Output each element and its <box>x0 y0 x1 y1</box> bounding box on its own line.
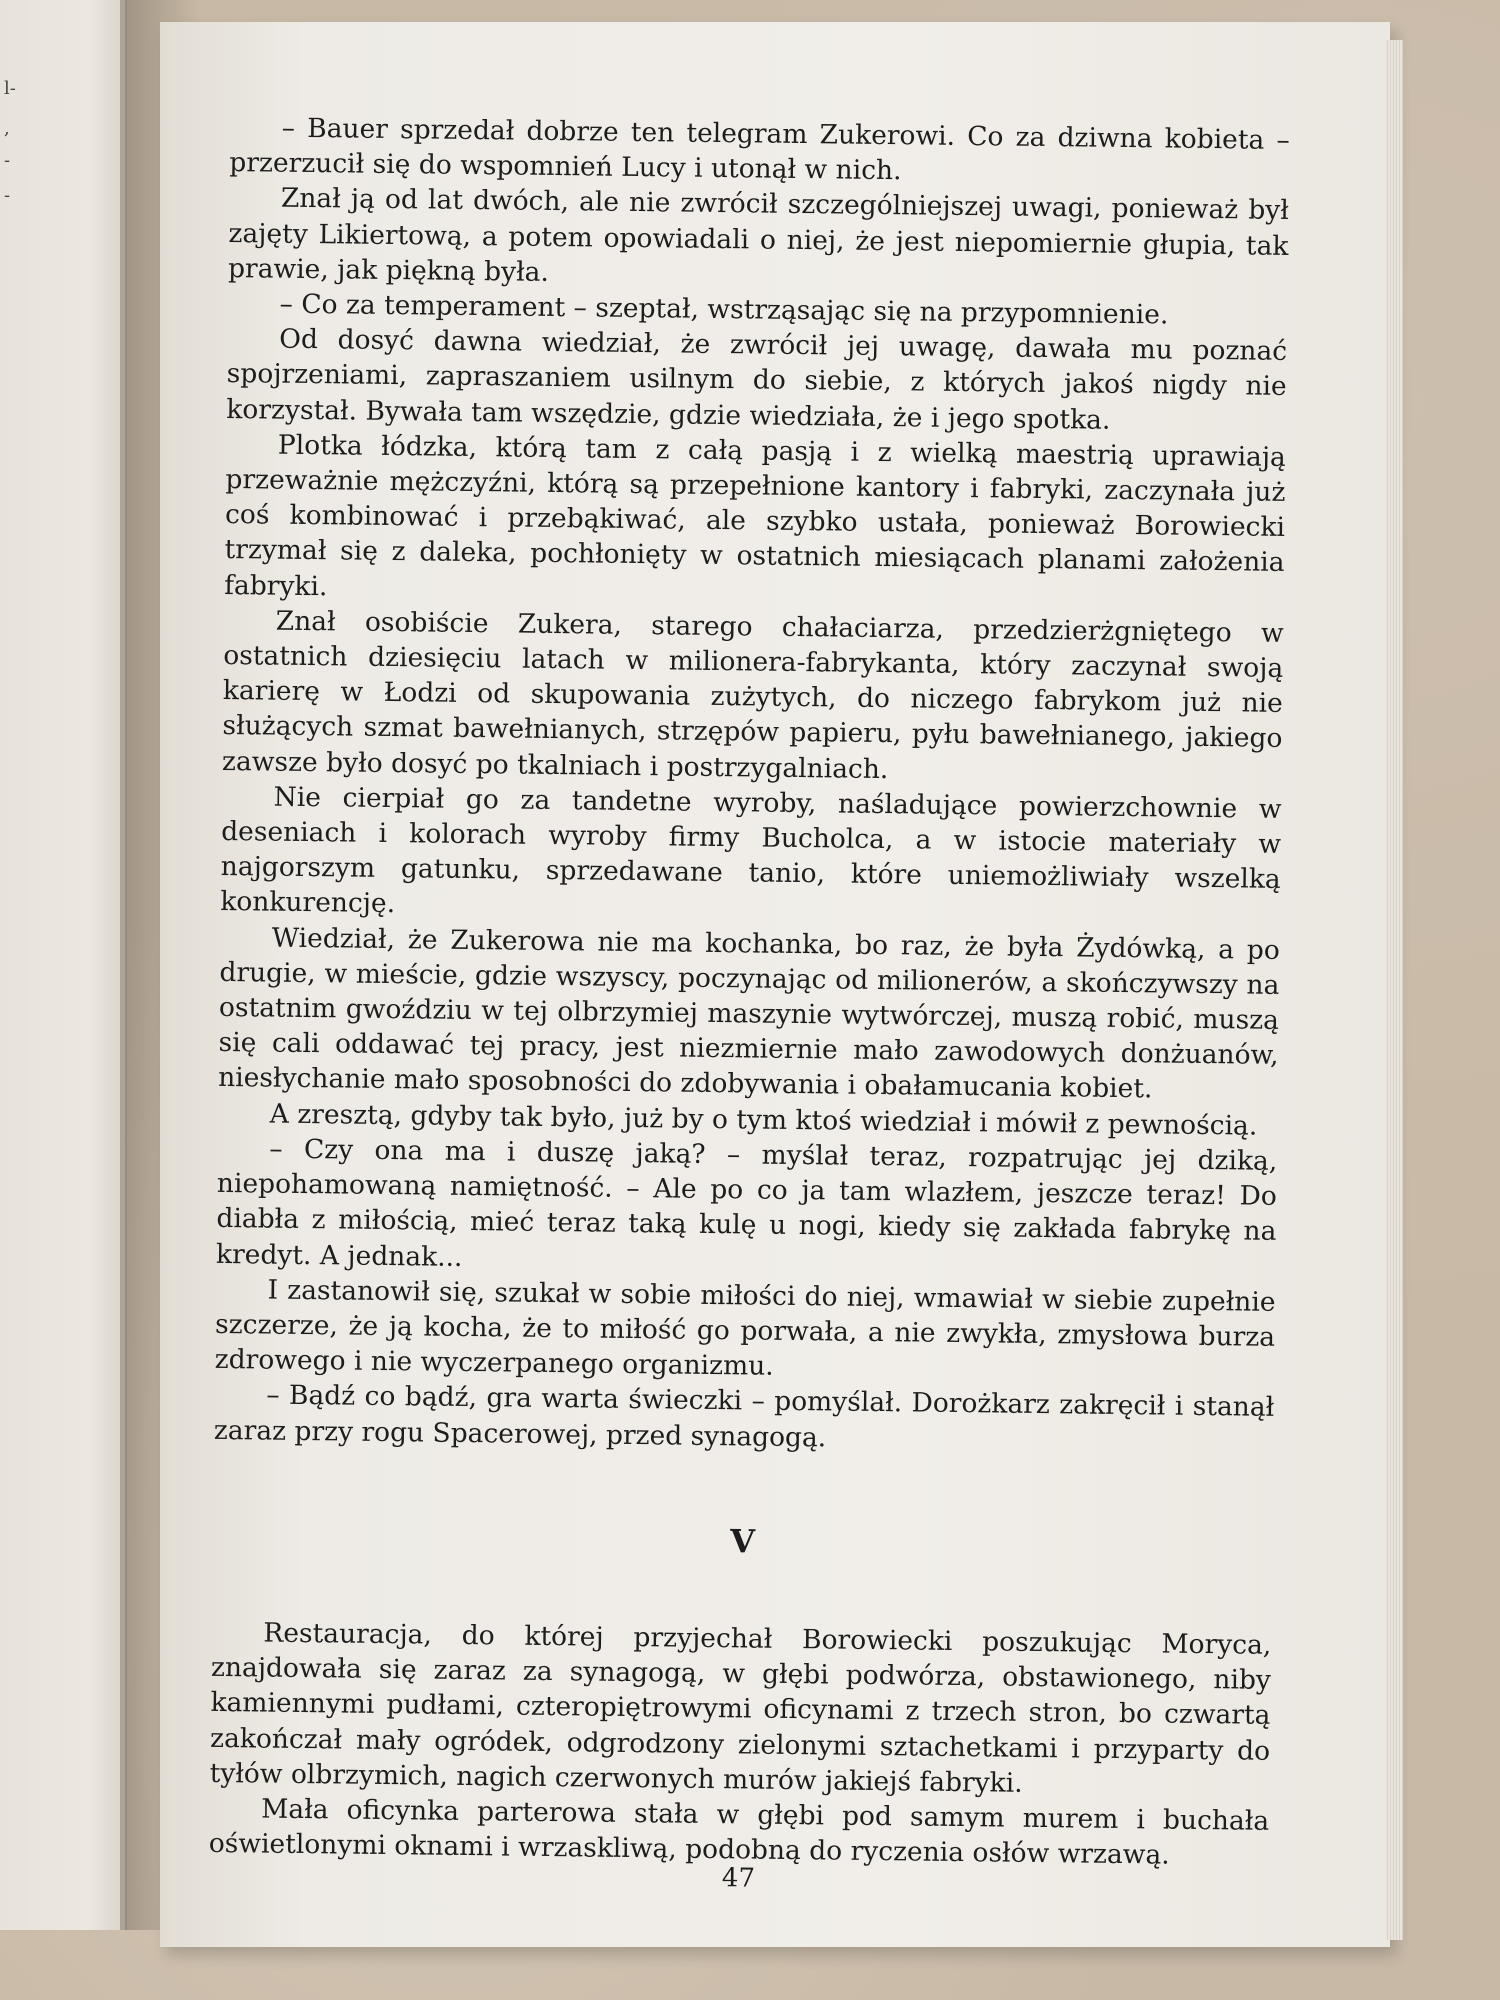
paragraph: Nie cierpiał go za tandetne wyroby, naśladujące powierzchownie w deseniach i kolorach wyroby firmy Bucholca, a w istocie materiały w najgorszym gatunku, sprzedawane tanio, które uniemożliwiały wszelką konkurencję. <box>220 781 1282 920</box>
left-page-mark: - <box>4 150 11 171</box>
left-page-mark: - <box>4 185 11 206</box>
paragraph: I zastanowił się, szukał w sobie miłości do niej, wmawiał w siebie zupełnie szczerze, że ją kocha, że to miłość go porwała, a nie zwykła, zmysłowa burza zdrowego i nie wyczerpanego organizmu. <box>214 1274 1276 1382</box>
paragraph: Plotka łódzka, którą tam z całą pasją i z wielką maestrią uprawiają przeważnie mężczyźni, którą są przepełnione kantory i fabryki, zaczynała już coś kombinować i przebąkiwać, ale szybko ustała, ponieważ Borowiecki trzymał się z daleka, pochłonięty w ostatnich miesiącach planami założenia fabryki. <box>224 429 1287 602</box>
paragraph: – Bauer sprzedał dobrze ten telegram Zukerowi. Co za dziwna kobieta – przerzucił się do wspomnień Lucy i utonął w nich. <box>229 112 1290 187</box>
paragraph: Mała oficynka parterowa stała w głębi pod samym murem i buchała oświetlonymi oknami i wrzaskliwą, podobną do ryczenia osłów wrzawą. <box>208 1793 1270 1871</box>
paragraph: Od dosyć dawna wiedział, że zwrócił jej uwagę, dawała mu poznać spojrzeniami, zapraszaniem usilnym do siebie, z których jakoś nigdy nie korzystał. Bywała tam wszędzie, gdzie wiedziała, że i jego spotka. <box>226 323 1288 436</box>
page-edge <box>1385 40 1403 1940</box>
page-text <box>208 110 1290 1894</box>
paragraph: Restauracja, do której przyjechał Borowiecki poszukując Moryca, znajdowała się zaraz za synagogą, w głębi podwórza, obstawionego, niby kamiennymi pudłami, czteropiętrowymi oficynami z trzech stron, bo czwartą zakończał mały ogródek, odgrodzony zielonymi sztachetkami i przyparty do tyłów olbrzymich, nagich czerwonych murów jakiejś fabryki. <box>209 1617 1272 1799</box>
paragraph: Znał osobiście Zukera, starego chałaciarza, przedzierżgniętego w ostatnich dziesięciu latach w milionera-fabrykanta, który zaczynał swoją karierę w Łodzi od skupowania zużytych, do niczego fabrykom już nie służących szmat bawełnianych, strzępów papieru, pyłu bawełnianego, jakiego zawsze było dosyć po tkalniach i postrzygalniach. <box>221 605 1284 785</box>
page-number: 47 <box>721 1863 756 1894</box>
paragraph: Znał ją od lat dwóch, ale nie zwrócił szczególniejszej uwagi, ponieważ był zajęty Likiertową, a potem opowiadali o niej, że jest niepomiernie głupia, tak prawie, jak piękną była. <box>227 183 1290 288</box>
paragraph: A zresztą, gdyby tak było, już by o tym ktoś wiedział i mówił z pewnością. <box>269 1098 1258 1142</box>
left-page-mark: , <box>4 118 10 139</box>
paragraph: Wiedział, że Zukerowa nie ma kochanka, bo raz, że była Żydówką, a po drugie, w mieście, gdzie wszyscy, poczynając od milionerów, a skończywszy na ostatnim gwoździu w tej olbrzymiej maszynie wytwórczej, muszą robić, muszą się cali oddawać tej pracy, jest niezmiernie mało zawodowych donżuanów, niesłychanie mało sposobności do zdobywania i obałamucania kobiet. <box>217 922 1281 1105</box>
chapter-title: V <box>729 1521 756 1561</box>
paragraph: – Czy ona ma i duszę jaką? – myślał teraz, rozpatrując jej dziką, niepohamowaną namiętność. – Ale po co ja tam wlazłem, jeszcze teraz! Do diabła z miłością, mieć teraz taką kulę u nogi, kiedy się zakłada fabrykę na kredyt. A jednak... <box>215 1133 1278 1273</box>
left-page <box>0 0 127 1930</box>
paragraph: – Co za temperament – szeptał, wstrząsając się na przypomnienie. <box>279 288 1169 331</box>
left-page-mark: l- <box>4 78 16 99</box>
paragraph: – Bądź co bądź, gra warta świeczki – pomyślał. Dorożkarz zakręcił i stanął zaraz przy rogu Spacerowej, przed synagogą. <box>213 1379 1275 1453</box>
